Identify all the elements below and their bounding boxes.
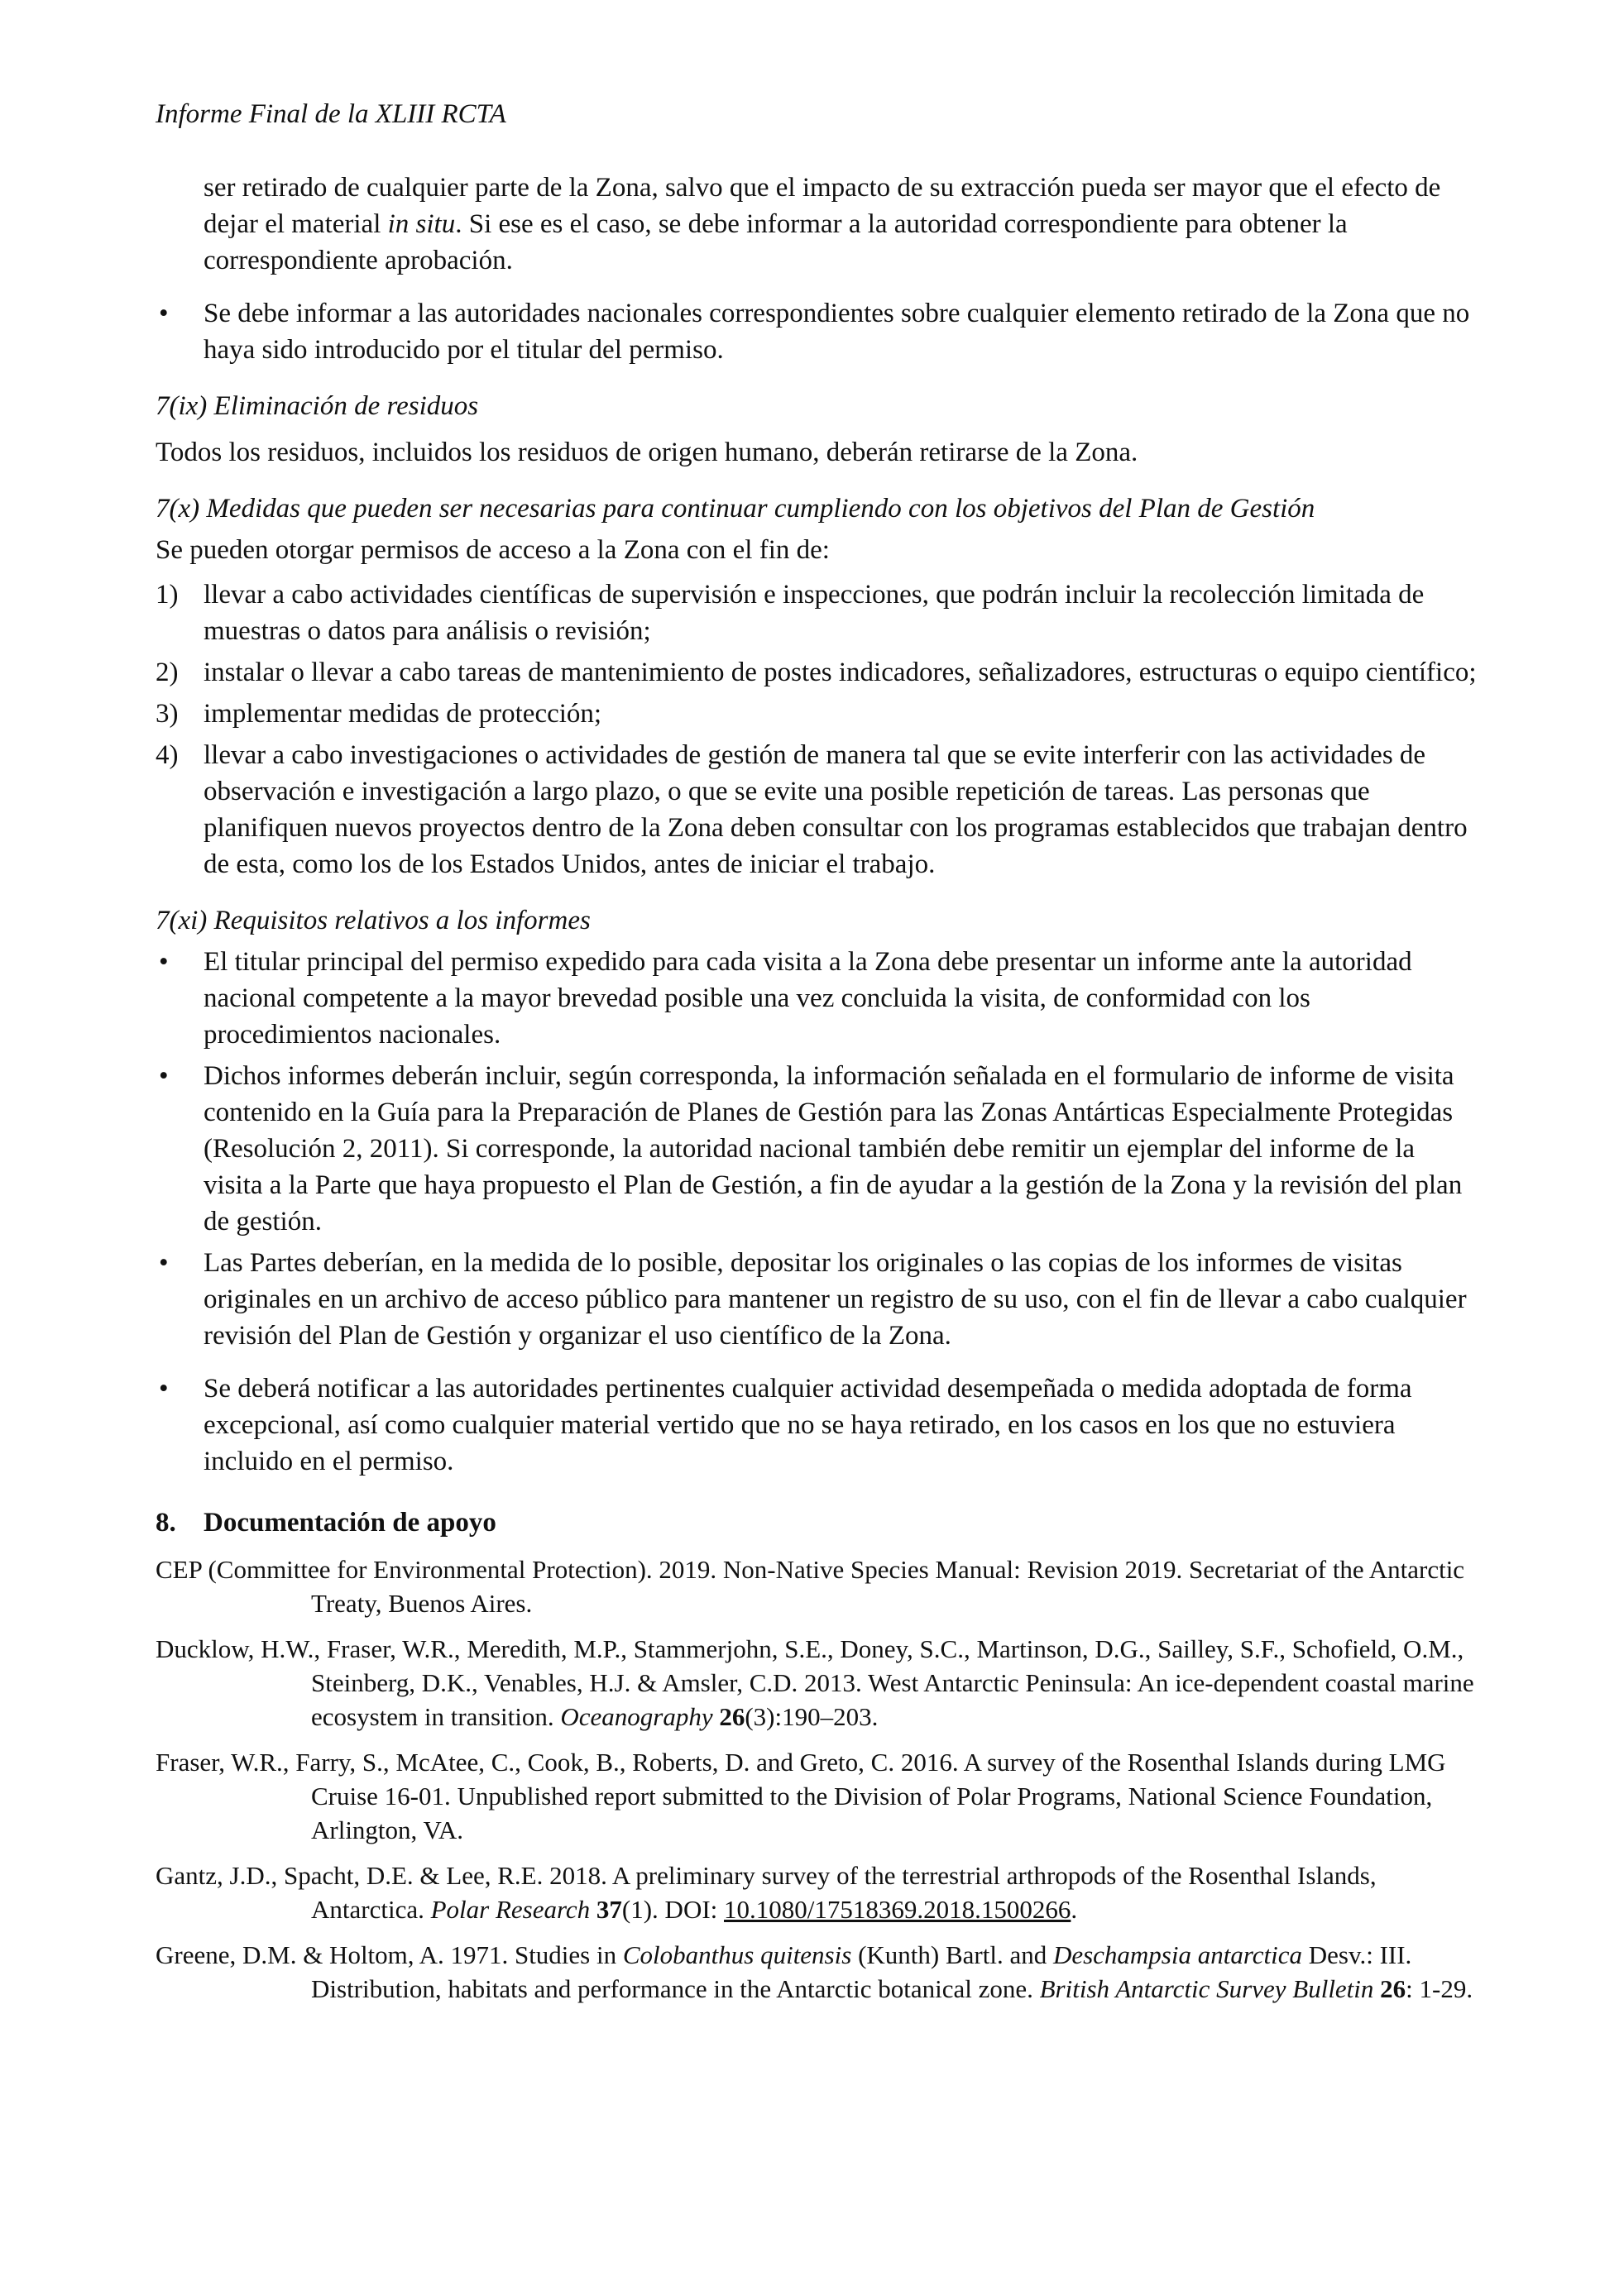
numbered-item	[156, 654, 1479, 691]
item-number: 4)	[156, 740, 179, 770]
item-text: implementar medidas de protección;	[204, 699, 602, 729]
page-content	[156, 170, 1479, 2006]
text-run: : 1-29.	[1406, 1974, 1473, 2003]
text-run: (3):190–203.	[745, 1702, 879, 1731]
section-number: 8.	[156, 1508, 176, 1538]
bullet-text: Las Partes deberían, en la medida de lo posible, depositar los originales o las copias de los informes de visitas originales en un archivo de acceso público para mantener un registro de su uso, con el fin de llevar a cabo cualquier revisión del Plan de Gestión y organizar el uso científico de la Zona.	[204, 1248, 1467, 1351]
numbered-item	[156, 696, 1479, 732]
section-ix-text: Todos los residuos, incluidos los residuos de origen humano, deberán retirarse de la Zona.	[156, 438, 1138, 467]
text-run: (Kunth) Bartl. and	[851, 1940, 1053, 1969]
volume: 26	[719, 1702, 745, 1731]
bullet-item	[156, 295, 1479, 368]
bullet-item	[156, 944, 1479, 1053]
text-run: (1). DOI:	[621, 1895, 725, 1924]
bullet-text: Dichos informes deberán incluir, según corresponda, la información señalada en el formulario de informe de visita contenido en la Guía para la Preparación de Planes de Gestión para las Zonas Antárticas Especialmente Protegidas (Resolución 2, 2011). Si corresponde, la autoridad nacional también debe remitir un ejemplar del informe de la visita a la Parte que haya propuesto el Plan de Gestión, a fin de ayudar a la gestión de la Zona y la revisión del plan de gestión.	[204, 1061, 1463, 1236]
text-run: . Si ese es el caso, se debe informar a la autoridad correspondiente para obtener la correspondiente aprobación.	[204, 209, 1348, 275]
section-x-intro: Se pueden otorgar permisos de acceso a la Zona con el fin de:	[156, 535, 830, 565]
volume: 37	[596, 1895, 622, 1924]
bullet-item	[156, 1370, 1479, 1480]
bullet-text: Se deberá notificar a las autoridades pertinentes cualquier actividad desempeñada o medida adoptada de forma excepcional, así como cualquier material vertido que no se haya retirado, en los casos en los que no estuviera incluido en el permiso.	[204, 1374, 1412, 1476]
text-run: .	[1071, 1895, 1078, 1924]
numbered-item	[156, 576, 1479, 649]
bullet-text: El titular principal del permiso expedido para cada visita a la Zona debe presentar un informe ante la autoridad nacional competente a la mayor brevedad posible una vez concluida la visita, de conformidad con los procedimientos nacionales.	[204, 947, 1412, 1050]
bullet-mark: •	[159, 1061, 169, 1091]
bullet-text: Se debe informar a las autoridades nacionales correspondientes sobre cualquier elemento retirado de la Zona que no haya sido introducido por el titular del permiso.	[204, 299, 1470, 365]
item-number: 2)	[156, 658, 179, 687]
text-run: ser retirado de cualquier parte de la Zona, salvo que el impacto de su extracción pueda ser mayor que el efecto de dejar el material	[204, 173, 1441, 239]
bullet-item	[156, 1245, 1479, 1354]
reference-greene	[156, 1938, 1479, 2006]
text-run: Greene, D.M. & Holtom, A. 1971. Studies in	[156, 1940, 623, 1969]
section-heading-ix: 7(ix) Eliminación de residuos	[156, 391, 479, 421]
volume: 26	[1380, 1974, 1406, 2003]
species-name: Deschampsia antarctica	[1052, 1940, 1303, 1969]
section-title: Documentación de apoyo	[204, 1508, 496, 1538]
text-run	[1373, 1974, 1380, 2003]
species-name: Colobanthus quitensis	[622, 1940, 852, 1969]
text-run: Ducklow, H.W., Fraser, W.R., Meredith, M.P., Stammerjohn, S.E., Doney, S.C., Martinson, D.G., Sailley, S.F., Schofield, O.M., Steinberg, D.K., Venables, H.J. & Amsler, C.D. 2013. West Antarctic Peninsula: An ice-dependent coastal marine ecosystem in transition.	[156, 1634, 1474, 1731]
continued-paragraph	[156, 170, 1479, 279]
section-heading-x: 7(x) Medidas que pueden ser necesarias para continuar cumpliendo con los objetivos del Plan de Gestión	[156, 494, 1315, 524]
section-heading-8	[156, 1504, 1479, 1541]
journal-name: British Antarctic Survey Bulletin	[1039, 1974, 1374, 2003]
item-text: instalar o llevar a cabo tareas de mantenimiento de postes indicadores, señalizadores, estructuras o equipo científico;	[204, 658, 1477, 687]
journal-name: Polar Research	[430, 1895, 591, 1924]
bullet-mark: •	[159, 947, 169, 977]
bullet-item	[156, 1058, 1479, 1240]
italic-term: in situ	[387, 209, 456, 239]
reference-cep: CEP (Committee for Environmental Protection). 2019. Non-Native Species Manual: Revision 2019. Secretariat of the Antarctic Treaty, Buenos Aires.	[156, 1555, 1465, 1618]
item-text: llevar a cabo actividades científicas de supervisión e inspecciones, que podrán incluir la recolección limitada de muestras o datos para análisis o revisión;	[204, 580, 1425, 646]
item-text: llevar a cabo investigaciones o actividades de gestión de manera tal que se evite interferir con las actividades de observación e investigación a largo plazo, o que se evite una posible repetición de tareas. Las personas que planifiquen nuevos proyectos dentro de la Zona deben consultar con los programas establecidos que trabajan dentro de esta, como los de los Estados Unidos, antes de iniciar el trabajo.	[204, 740, 1468, 879]
item-number: 3)	[156, 699, 179, 729]
references-list	[156, 1552, 1479, 2006]
numbered-item	[156, 737, 1479, 883]
text-run: Desv.: III. Distribution, habitats and performance in the Antarctic botanical zone.	[311, 1940, 1412, 2003]
doi-link[interactable]: 10.1080/17518369.2018.1500266	[724, 1895, 1071, 1924]
bullet-mark: •	[159, 1248, 169, 1278]
text-run: Gantz, J.D., Spacht, D.E. & Lee, R.E. 2018. A preliminary survey of the terrestrial arthropods of the Rosenthal Islands, Antarctica.	[156, 1861, 1377, 1924]
section-heading-xi: 7(xi) Requisitos relativos a los informes	[156, 906, 591, 935]
bullet-mark: •	[159, 299, 169, 328]
item-number: 1)	[156, 580, 179, 610]
journal-name: Oceanography	[560, 1702, 713, 1731]
reference-fraser: Fraser, W.R., Farry, S., McAtee, C., Cook, B., Roberts, D. and Greto, C. 2016. A survey of the Rosenthal Islands during LMG Cruise 16-01. Unpublished report submitted to the Division of Polar Programs, National Science Foundation, Arlington, VA.	[156, 1748, 1446, 1844]
reference-ducklow	[156, 1632, 1479, 1734]
bullet-mark: •	[159, 1374, 169, 1404]
reference-gantz	[156, 1858, 1479, 1926]
running-header: Informe Final de la XLIII RCTA	[156, 99, 506, 129]
